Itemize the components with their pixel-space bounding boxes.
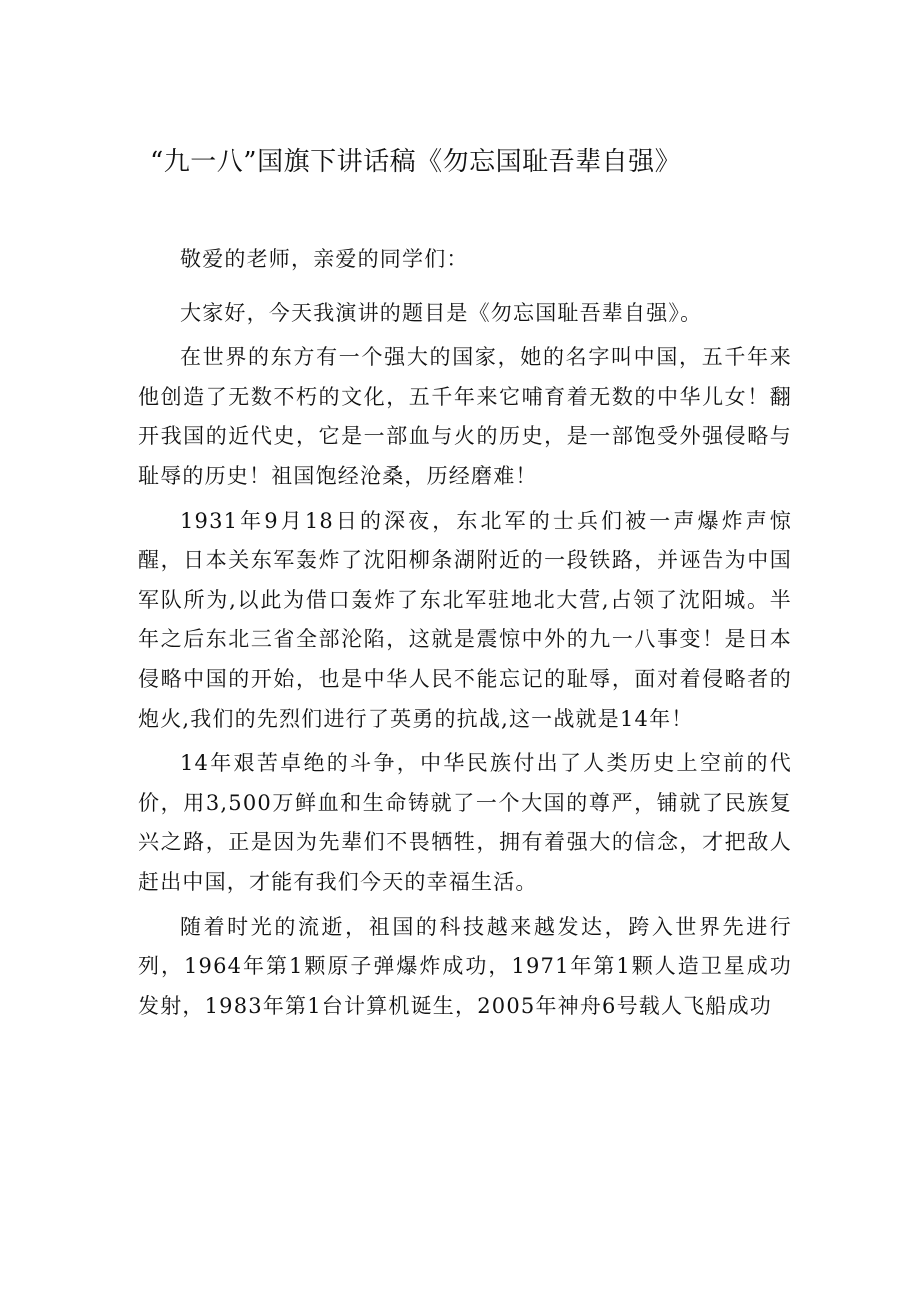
paragraph-history: 在世界的东方有一个强大的国家，她的名字叫中国，五千年来他创造了无数不朽的文化，五千年来它哺育着无数的中华儿女！翻开我国的近代史，它是一部血与火的历史，是一部饱受外强侵略与耻辱的历史！祖国饱经沧桑，历经磨难！ bbox=[138, 345, 792, 488]
paragraph-incident: 1931年9月18日的深夜，东北军的士兵们被一声爆炸声惊醒，日本关东军轰炸了沈阳柳条湖附近的一段铁路，并诬告为中国军队所为,以此为借口轰炸了东北军驻地北大营,占领了沈阳城。半年之后东北三省全部沦陷，这就是震惊中外的九一八事变！是日本侵略中国的开始，也是中华人民不能忘记的耻辱，面对着侵略者的炮火,我们的先烈们进行了英勇的抗战,这一战就是14年！ bbox=[138, 508, 792, 731]
paragraph-intro: 大家好，今天我演讲的题目是《勿忘国耻吾辈自强》。 bbox=[180, 300, 703, 325]
document-title: “九一八”国旗下讲话稿《勿忘国耻吾辈自强》 bbox=[150, 147, 682, 177]
paragraph-struggle: 14年艰苦卓绝的斗争，中华民族付出了人类历史上空前的代价，用3,500万鲜血和生命铸就了一个大国的尊严，铺就了民族复兴之路，正是因为先辈们不畏牺牲，拥有着强大的信念，才把敌人赶出中国，才能有我们今天的幸福生活。 bbox=[138, 751, 792, 894]
paragraph-progress: 随着时光的流逝，祖国的科技越来越发达，跨入世界先进行列，1964年第1颗原子弹爆炸成功，1971年第1颗人造卫星成功发射，1983年第1台计算机诞生，2005年神舟6号载人飞船成功 bbox=[138, 914, 792, 1018]
paragraph-salutation: 敬爱的老师，亲爱的同学们： bbox=[180, 247, 469, 271]
document-body bbox=[138, 240, 792, 1031]
